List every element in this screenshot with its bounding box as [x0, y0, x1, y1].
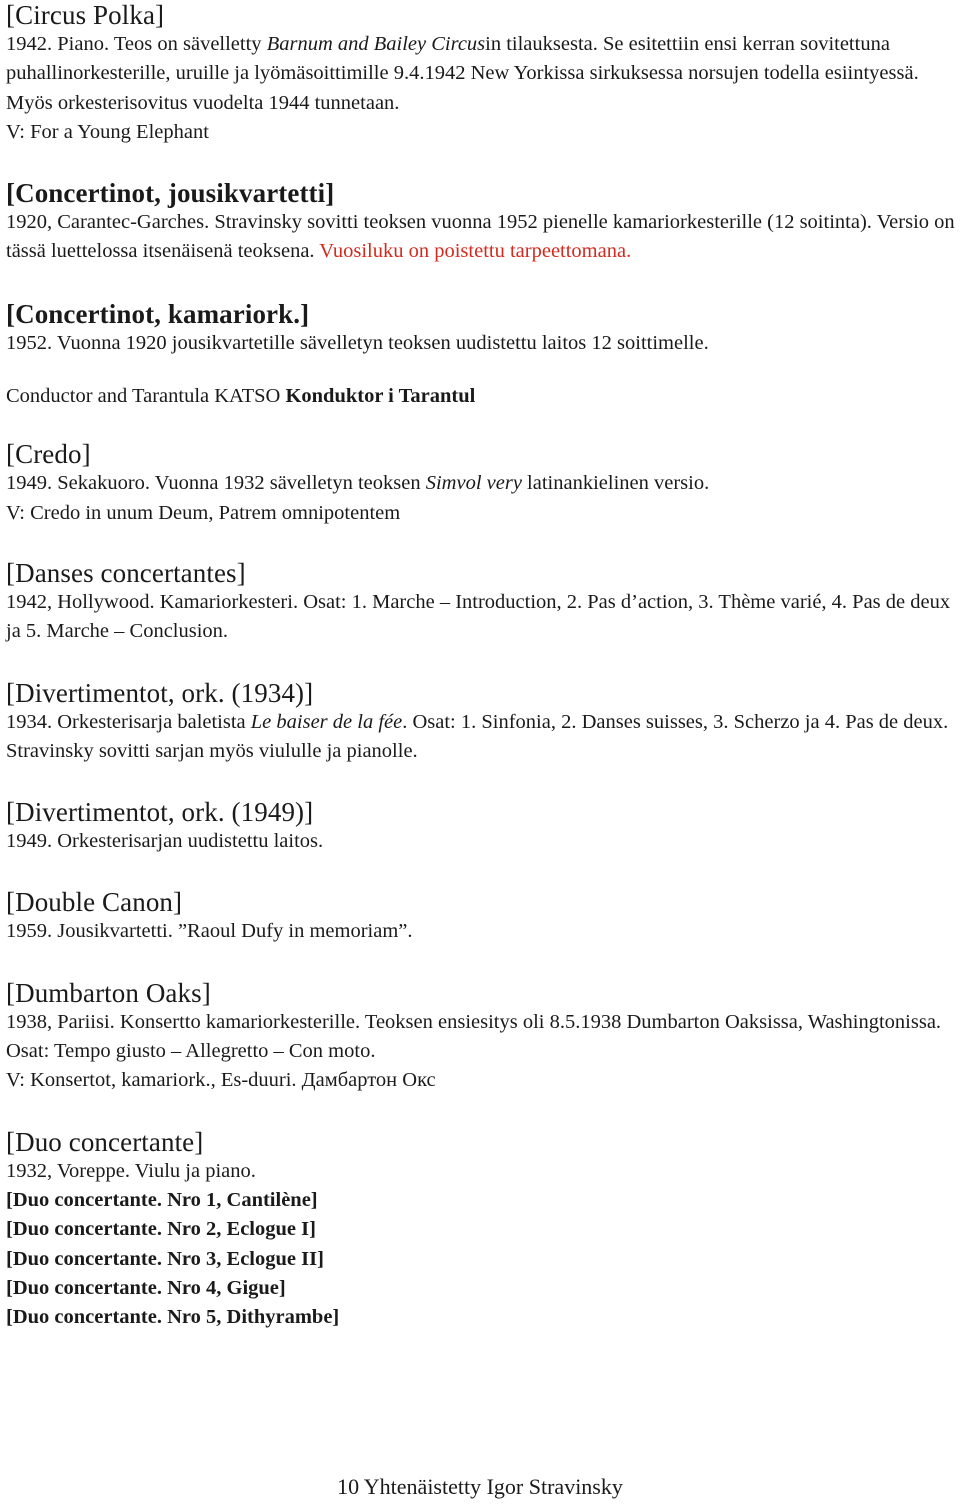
- entry-description: 1942, Hollywood. Kamariorkesteri. Osat: 1. Marche – Introduction, 2. Pas d’action, 3. Thème varié, 4. Pas de deux ja 5. Marche – Conclusion.: [6, 590, 951, 643]
- description-italic: Simvol very: [425, 472, 522, 495]
- entry-credo: [6, 439, 958, 528]
- entry-heading: [Concertinot, kamariork.]: [6, 298, 310, 329]
- entry-description: 1938, Pariisi. Konsertto kamariorkesterille. Teoksen ensiesitys oli 8.5.1938 Dumbarton Oaksissa, Washingtonissa. Osat: Tempo giusto – Allegretto – Con moto.: [6, 1010, 942, 1063]
- entry-description: [6, 30, 958, 118]
- description-text: . Osat: 1. Sinfonia, 2. Danses suisses, 3. Scherzo ja 4. Pas de deux. Stravinsky sovitti sarjan myös viululle ja pianolle.: [6, 710, 949, 762]
- entry-divertimentot-1949: [6, 797, 958, 856]
- sub-entry-heading: [Duo concertante. Nro 5, Dithyrambe]: [6, 1306, 340, 1329]
- editorial-note-red: Vuosiluku on poistettu tarpeettomana.: [319, 240, 632, 263]
- document-page: [6, 0, 958, 1332]
- description-text: 1934. Orkesterisarja baletista: [6, 710, 251, 733]
- page-footer: 10 Yhtenäistetty Igor Stravinsky: [337, 1474, 623, 1499]
- entry-description: 1959. Jousikvartetti. ”Raoul Dufy in memoriam”.: [6, 920, 413, 943]
- description-text: 1920, Carantec-Garches. Stravinsky sovitti teoksen vuonna 1952 pienelle kamariorkesterille (12 soitinta). Versio on tässä luettelossa itsenäisenä teoksena.: [6, 211, 955, 263]
- entry-description: 1952. Vuonna 1920 jousikvartetille sävelletyn teoksen uudistettu laitos 12 soittimelle.: [6, 331, 709, 354]
- sub-entry-heading: [Duo concertante. Nro 1, Cantilène]: [6, 1188, 318, 1211]
- entry-description: [6, 469, 958, 498]
- description-text: in tilauksesta. Se esitettiin ensi kerran sovitettuna puhallinorkesterille, uruille ja lyömäsoittimille 9.4.1942 New Yorkissa sirkuksessa norsujen todella esiintyessä. Myös orkesterisovitus vuodelta 1944 tunnetaan.: [6, 33, 919, 114]
- entry-heading: [Divertimentot, ork. (1949)]: [6, 797, 314, 828]
- variant-line: V: For a Young Elephant: [6, 120, 209, 143]
- entry-concertinot-jousikvartetti: [6, 178, 958, 267]
- entry-description: 1949. Orkesterisarjan uudistettu laitos.: [6, 830, 324, 853]
- cross-reference-line: [6, 382, 958, 411]
- entry-heading: [Circus Polka]: [6, 0, 165, 30]
- entry-heading: [Concertinot, jousikvartetti]: [6, 178, 335, 209]
- cross-reference-text: Conductor and Tarantula KATSO: [6, 385, 286, 408]
- entry-description: [6, 708, 958, 767]
- entry-danses-concertantes: [6, 558, 958, 647]
- entry-heading: [Double Canon]: [6, 887, 183, 918]
- description-text: latinankielinen versio.: [521, 472, 710, 495]
- sub-entry-heading: [Duo concertante. Nro 3, Eclogue II]: [6, 1247, 324, 1270]
- variant-line: V: Konsertot, kamariork., Es-duuri. Дамбартон Окс: [6, 1069, 436, 1092]
- sub-entry-heading: [Duo concertante. Nro 4, Gigue]: [6, 1276, 286, 1299]
- description-italic: Barnum and Bailey Circus: [266, 33, 486, 55]
- description-text: 1942. Piano. Teos on sävelletty: [6, 33, 267, 55]
- description-italic: Le baiser de la fée: [250, 710, 403, 733]
- description-text: 1949. Sekakuoro. Vuonna 1932 sävelletyn teoksen: [6, 472, 426, 495]
- sub-entry-heading: [Duo concertante. Nro 2, Eclogue I]: [6, 1218, 316, 1241]
- entry-double-canon: [6, 887, 958, 946]
- cross-reference-conductor: [6, 382, 958, 411]
- entry-duo-concertante: [6, 1127, 958, 1333]
- entry-heading: [Credo]: [6, 439, 91, 470]
- cross-reference-target: Konduktor i Tarantul: [285, 385, 476, 408]
- entry-divertimentot-1934: [6, 678, 958, 767]
- entry-heading: [Danses concertantes]: [6, 557, 246, 588]
- entry-circus-polka: [6, 0, 958, 147]
- entry-description: 1932, Voreppe. Viulu ja piano.: [6, 1159, 256, 1182]
- variant-line: V: Credo in unum Deum, Patrem omnipotentem: [6, 501, 401, 524]
- entry-concertinot-kamariork: [6, 299, 958, 358]
- entry-description: [6, 208, 958, 267]
- entry-dumbarton-oaks: [6, 978, 958, 1096]
- entry-heading: [Divertimentot, ork. (1934)]: [6, 677, 314, 708]
- entry-heading: [Dumbarton Oaks]: [6, 977, 211, 1008]
- entry-heading: [Duo concertante]: [6, 1126, 204, 1157]
